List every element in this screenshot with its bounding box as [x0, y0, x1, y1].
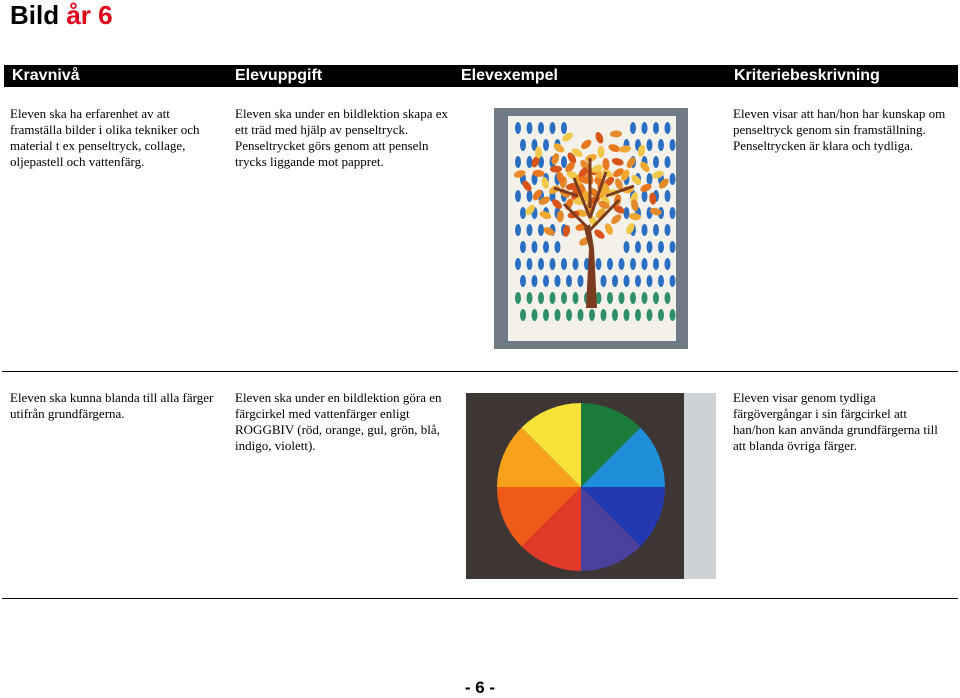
header-elevuppgift: Elevuppgift	[235, 67, 323, 84]
title-prefix: Bild	[10, 0, 67, 30]
row-divider	[2, 371, 958, 372]
row-divider-bottom	[2, 598, 958, 599]
row1-kravniva: Eleven ska ha erfarenhet av att framställa bilder i olika tekniker och material t ex penseltryck, collage, oljepastell och vattenfärg.	[10, 106, 200, 169]
row1-kriteriebeskrivning: Eleven visar att han/hon har kunskap om penseltryck genom sin framställning. Penseltrycken är klara och tydliga.	[733, 106, 946, 153]
page-title	[10, 0, 113, 30]
row2-kriteriebeskrivning: Eleven visar genom tydliga färgövergångar i sin färgcirkel att han/hon kan använda grundfärgerna till att blanda övriga färger.	[733, 390, 938, 453]
table-header	[4, 65, 958, 87]
header-kravniva: Kravnivå	[12, 67, 80, 84]
row1-elevuppgift: Eleven ska under en bildlektion skapa ex ett träd med hjälp av penseltryck. Penseltrycket görs genom att penseln trycks liggande mot pappret.	[235, 106, 448, 169]
color-wheel-image	[466, 393, 716, 579]
row2-elevuppgift: Eleven ska under en bildlektion göra en färgcirkel med vattenfärger enligt ROGGBIV (röd, orange, gul, grön, blå, indigo, violett).	[235, 390, 442, 453]
page-number: - 6 -	[464, 678, 496, 697]
row2-kravniva: Eleven ska kunna blanda till alla färger utifrån grundfärgerna.	[10, 390, 214, 421]
tree-painting-image	[494, 108, 688, 349]
header-elevexempel: Elevexempel	[461, 67, 558, 84]
title-accent: år 6	[66, 0, 113, 30]
header-kriteriebeskrivning: Kriteriebeskrivning	[734, 67, 880, 84]
